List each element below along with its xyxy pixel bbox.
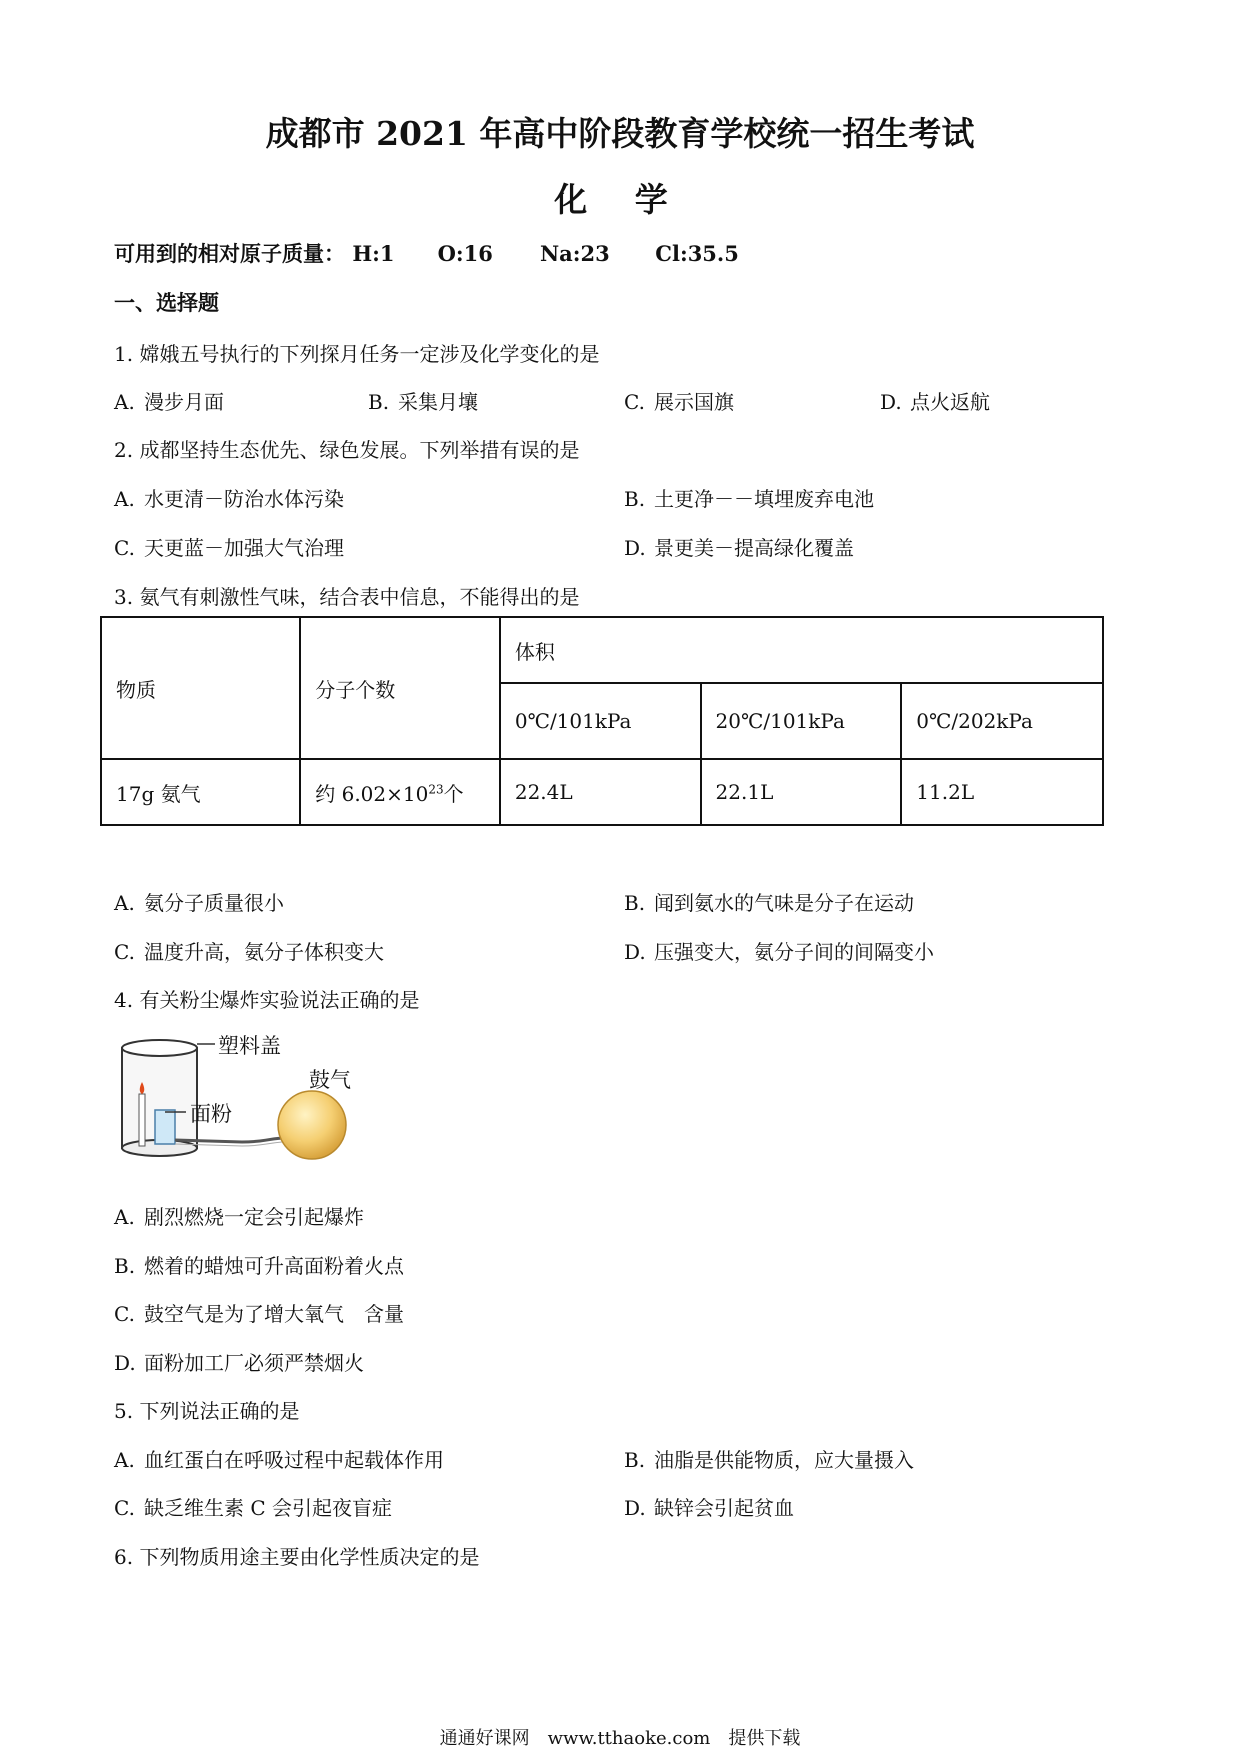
table-cell-volume-1: 22.4L <box>500 759 701 825</box>
section-title: 一、选择题 <box>114 290 219 315</box>
table-header-volume: 体积 <box>500 617 1103 683</box>
question-1-stem: 1. 嫦娥五号执行的下列探月任务一定涉及化学变化的是 <box>114 342 600 366</box>
q5-option-d[interactable]: D. 缺锌会引起贫血 <box>624 1496 794 1520</box>
table-header-molecules: 分子个数 <box>300 617 500 759</box>
atomic-mass-cl: Cl:35.5 <box>655 241 739 266</box>
question-5-stem: 5. 下列说法正确的是 <box>114 1399 300 1423</box>
plastic-lid <box>122 1040 197 1056</box>
table-cell-volume-2: 22.1L <box>701 759 902 825</box>
label-plastic-lid: 塑料盖 <box>218 1034 281 1058</box>
subject-title: 化 学 <box>554 180 686 219</box>
question-2-stem: 2. 成都坚持生态优先、绿色发展。下列举措有误的是 <box>114 438 580 462</box>
q3-option-d[interactable]: D. 压强变大，氨分子间的间隔变小 <box>624 940 934 964</box>
page-footer: 通通好课网 www.tthaoke.com 提供下载 <box>439 1728 801 1749</box>
dust-explosion-figure <box>112 1030 412 1170</box>
question-6-stem: 6. 下列物质用途主要由化学性质决定的是 <box>114 1545 480 1569</box>
table-cell-volume-3: 11.2L <box>901 759 1103 825</box>
q5-option-c[interactable]: C. 缺乏维生素 C 会引起夜盲症 <box>114 1496 393 1520</box>
candle <box>139 1094 145 1146</box>
q3-option-c[interactable]: C. 温度升高，氨分子体积变大 <box>114 940 384 964</box>
question-3-stem: 3. 氨气有刺激性气味，结合表中信息，不能得出的是 <box>114 585 580 609</box>
atomic-masses <box>114 238 739 268</box>
table-cell-molecules: 约 $6.02\times 10^{23}$个 <box>300 759 500 825</box>
label-flour: 面粉 <box>190 1102 232 1126</box>
q5-option-a[interactable]: A. 血红蛋白在呼吸过程中起载体作用 <box>114 1448 444 1472</box>
q5-option-b[interactable]: B. 油脂是供能物质，应大量摄入 <box>624 1448 914 1472</box>
q2-option-c[interactable]: C. 天更蓝－加强大气治理 <box>114 536 344 560</box>
q4-option-a[interactable]: A. 剧烈燃烧一定会引起爆炸 <box>114 1205 364 1229</box>
exam-title: 成都市 2021 年高中阶段教育学校统一招生考试 <box>265 114 975 153</box>
q1-option-b[interactable]: B. 采集月壤 <box>368 390 478 414</box>
air-bulb <box>278 1091 346 1159</box>
q2-option-d[interactable]: D. 景更美－提高绿化覆盖 <box>624 536 854 560</box>
q4-option-d[interactable]: D. 面粉加工厂必须严禁烟火 <box>114 1351 364 1375</box>
atomic-mass-h: H:1 <box>352 241 395 266</box>
q2-option-a[interactable]: A. 水更清－防治水体污染 <box>114 487 344 511</box>
q2-option-b[interactable]: B. 土更净－－填埋废弃电池 <box>624 487 874 511</box>
table-condition-1: 0℃/101kPa <box>500 683 701 759</box>
q1-option-c[interactable]: C. 展示国旗 <box>624 390 734 414</box>
label-blow-air: 鼓气 <box>309 1068 351 1092</box>
atomic-masses-label: 可用到的相对原子质量： <box>114 241 345 266</box>
table-cell-substance: 17g 氨气 <box>101 759 300 825</box>
atomic-mass-o: O:16 <box>437 241 493 266</box>
flour-cup <box>155 1110 175 1144</box>
ammonia-table <box>100 616 1104 826</box>
question-4-stem: 4. 有关粉尘爆炸实验说法正确的是 <box>114 988 420 1012</box>
q3-option-b[interactable]: B. 闻到氨水的气味是分子在运动 <box>624 891 914 915</box>
table-condition-2: 20℃/101kPa <box>701 683 902 759</box>
q1-option-a[interactable]: A. 漫步月面 <box>114 390 224 414</box>
q3-option-a[interactable]: A. 氨分子质量很小 <box>114 891 284 915</box>
table-condition-3: 0℃/202kPa <box>901 683 1103 759</box>
atomic-mass-na: Na:23 <box>539 241 610 266</box>
q4-option-c[interactable]: C. 鼓空气是为了增大氧气 含量 <box>114 1302 404 1326</box>
table-header-substance: 物质 <box>101 617 300 759</box>
q4-option-b[interactable]: B. 燃着的蜡烛可升高面粉着火点 <box>114 1254 404 1278</box>
q1-option-d[interactable]: D. 点火返航 <box>880 390 990 414</box>
